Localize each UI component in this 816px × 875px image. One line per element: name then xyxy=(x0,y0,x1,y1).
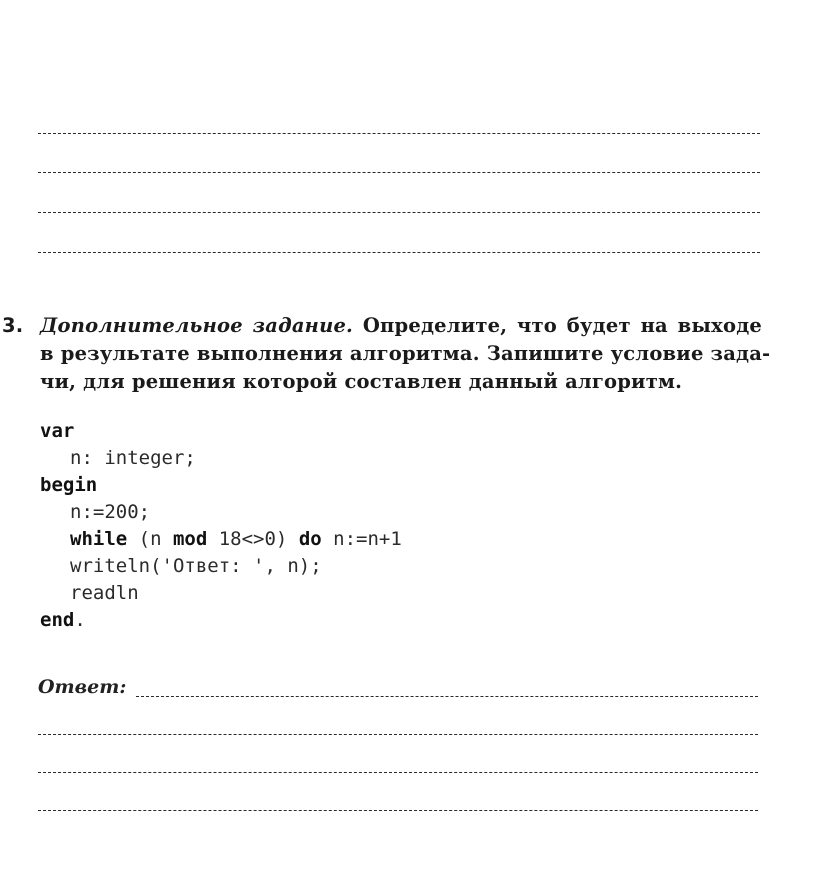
code-assignment: n:=200; xyxy=(70,501,151,523)
answer-line-top-2[interactable] xyxy=(38,172,760,173)
code-writeln: writeln('Ответ: ', n); xyxy=(70,555,322,577)
code-end-dot: . xyxy=(74,609,86,631)
code-line-while xyxy=(40,526,402,553)
code-line-assign xyxy=(40,499,402,526)
answer-line-top-4[interactable] xyxy=(38,252,760,253)
keyword-while: while xyxy=(70,528,128,550)
code-while-cond-b: 18<>0) xyxy=(207,528,299,550)
answer-line-4[interactable] xyxy=(38,810,758,811)
task-title: Дополнительное задание. xyxy=(40,314,354,337)
answer-line-3[interactable] xyxy=(38,772,758,773)
code-line-writeln xyxy=(40,553,402,580)
task-text-line-2: в результате выполнения алгоритма. Запишите условие зада- xyxy=(40,342,771,365)
code-line-decl xyxy=(40,445,402,472)
code-line-begin xyxy=(40,472,402,499)
task-line-1 xyxy=(2,312,772,340)
code-declaration: n: integer; xyxy=(70,447,196,469)
code-line-readln xyxy=(40,580,402,607)
code-while-body: n:=n+1 xyxy=(321,528,402,550)
task-statement xyxy=(2,312,772,396)
keyword-var: var xyxy=(40,420,75,442)
answer-line-1[interactable] xyxy=(136,696,758,697)
keyword-mod: mod xyxy=(172,528,208,550)
task-text-line-3: чи, для решения которой составлен данный алгоритм. xyxy=(40,370,683,393)
task-text-line-1: Определите, что будет на выходе xyxy=(362,314,762,337)
code-while-cond-a: (n xyxy=(127,528,173,550)
keyword-begin: begin xyxy=(40,474,98,496)
code-line-var xyxy=(40,418,402,445)
task-line-2 xyxy=(2,340,772,368)
code-line-end xyxy=(40,607,402,634)
answer-line-top-1[interactable] xyxy=(38,133,760,134)
code-listing xyxy=(40,418,402,634)
code-readln: readln xyxy=(70,582,139,604)
keyword-do: do xyxy=(298,528,322,550)
answer-line-top-3[interactable] xyxy=(38,212,760,213)
keyword-end: end xyxy=(40,609,75,631)
answer-label: Ответ: xyxy=(38,676,127,698)
task-number: 3. xyxy=(2,314,24,337)
task-line-3 xyxy=(2,368,772,396)
answer-line-2[interactable] xyxy=(38,734,758,735)
